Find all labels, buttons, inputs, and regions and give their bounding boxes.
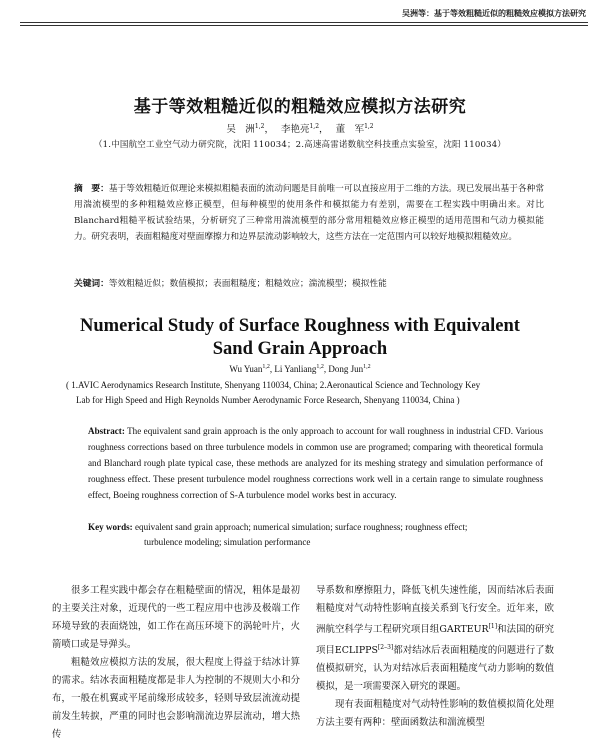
paper-title-en: Numerical Study of Surface Roughness with Equivalent Sand Grain Approach [80,316,520,359]
abstract-label-cn: 摘 要： [74,184,109,194]
author-affil-sup: 1,2 [364,122,374,130]
author-name: Li Yanliang [274,364,317,374]
keywords-text-cn: 等效粗糙近似；数值模拟；表面粗糙度；粗糙效应；湍流模型；模拟性能 [108,279,387,289]
author-name: 董 军 [335,124,365,135]
abstract-cn [74,181,544,245]
author-name: Dong Jun [328,364,364,374]
keywords-text-en-line1: equivalent sand grain approach; numerical simulation; surface roughness; roughness effect; [135,522,468,532]
abstract-en [88,423,543,503]
author-affil-sup: 1,2 [309,122,320,130]
abstract-text-en: The equivalent sand grain approach is the only approach to account for wall roughness in industrial CFD. Various roughness corrections based on three turbulence models in common use are programed; comparing with theoretical formula and Blanchard rough plate typical case, these methods are analyzed for its meshing strategy and simulation performance of roughness effect. These present turbulence model roughness corrections work well in a certain range to simulate roughness effect, Boeing roughness correction of S-A turbulence model works best in accuracy. [88,426,543,500]
keywords-cn [74,277,544,291]
running-head: 吴洲等：基于等效粗糙近似的粗糙效应模拟方法研究 [402,8,586,18]
affiliation-cn: （1.中国航空工业空气动力研究院，沈阳 110034；2.高速高雷诺数航空科技重点实验室，沈阳 110034） [93,140,507,150]
body-text: 和法国的研究项目ECLIPPS [316,624,554,657]
body-paragraph: 粗糙效应模拟方法的发展，很大程度上得益于结冰计算的需求。结冰表面粗糙度都是非人为控制的不规则大小和分布，一般在机翼或平尾前缘形成较多，轻则导致层流流动提前发生转捩，严重的同时也会影响湍流边界层流动，增大热传 [52,657,300,740]
body-text: 都对结冰后表面粗糙度的问题进行了数值模拟研究，认为对结冰后表面粗糙度气动力影响的数值模拟，是一项需要深入研究的课题。 [316,645,554,693]
author-affil-sup: 1,2 [254,122,265,130]
affiliation-en-line1: ( 1.AVIC Aerodynamics Research Institute, Shenyang 110034, China; 2.Aeronautical Science and Technology Key [66,380,481,390]
keywords-en [88,520,543,550]
keywords-label-en: Key words: [88,522,133,532]
abstract-text-cn: 基于等效粗糙近似理论来模拟粗糙表面的流动问题是目前唯一可以直接应用于二维的方法。现已发展出基于各种常用湍流模型的多种粗糙效应修正模型，但每种模型的使用条件和模拟能力有差别，需要在工程实践中明确出来。对比Blanchard粗糙平板试验结果，分析研究了三种常用湍流模型的部分常用粗糙效应修正模型的适用范围和气动力模拟能力。研究表明，表面粗糙度对壁面摩擦力和边界层流动影响较大，这些方法在一定范围内可以较好地模拟粗糙效应。 [74,184,545,242]
authors-cn: 吴 洲$^{1,2}$， 李艳亮$^{1,2}$， 董 军$^{1,2}$ [226,122,374,135]
citation-ref: [2–3] [377,644,394,652]
body-text: 导系数和摩擦阻力，降低飞机失速性能，因而结冰后表面粗糙度对气动特性影响直接关系到飞行安全。近年来，欧洲航空科学与工程研究项目组GARTEUR [316,585,554,636]
header-rule-thin [20,25,588,26]
body-paragraph: 现有表面粗糙度对气动特性影响的数值模拟简化处理方法主要有两种：壁面函数法和湍流模型 [316,699,554,729]
author-affil-sup: 1,2 [363,364,371,370]
authors-en: Wu Yuan$^{1,2}$, Li Yanliang$^{1,2}$, Dong Jun$^{1,2}$ [229,364,371,374]
author-name: 吴 洲 [226,124,255,135]
keywords-text-en-line2: turbulence modeling; simulation performance [144,537,311,547]
abstract-label-en: Abstract: [88,426,125,436]
body-column-right [316,582,554,732]
author-name: Wu Yuan [229,364,263,374]
author-name: 李艳亮 [280,124,310,135]
keywords-label-cn: 关键词： [74,279,109,289]
body-paragraph: 很多工程实践中都会存在粗糙壁面的情况，粗体是最初的主要关注对象，近现代的一些工程应用中也涉及极端工作环境导致的表面烧蚀，如工作在高压环境下的涡轮叶片，火箭喷口或是导弹头。 [52,585,300,650]
citation-ref: [1] [488,623,498,630]
body-column-left [52,582,300,744]
body-paragraph [316,582,554,696]
paper-title-cn: 基于等效粗糙近似的粗糙效应模拟方法研究 [133,97,467,117]
affiliation-en-line2: Lab for High Speed and High Reynolds Number Aerodynamic Force Research, Shenyang 110034, China ) [76,395,460,405]
author-affil-sup: 1,2 [316,364,324,370]
header-rule-thick [20,22,588,23]
affiliation-en [66,378,544,408]
author-affil-sup: 1,2 [262,364,270,370]
